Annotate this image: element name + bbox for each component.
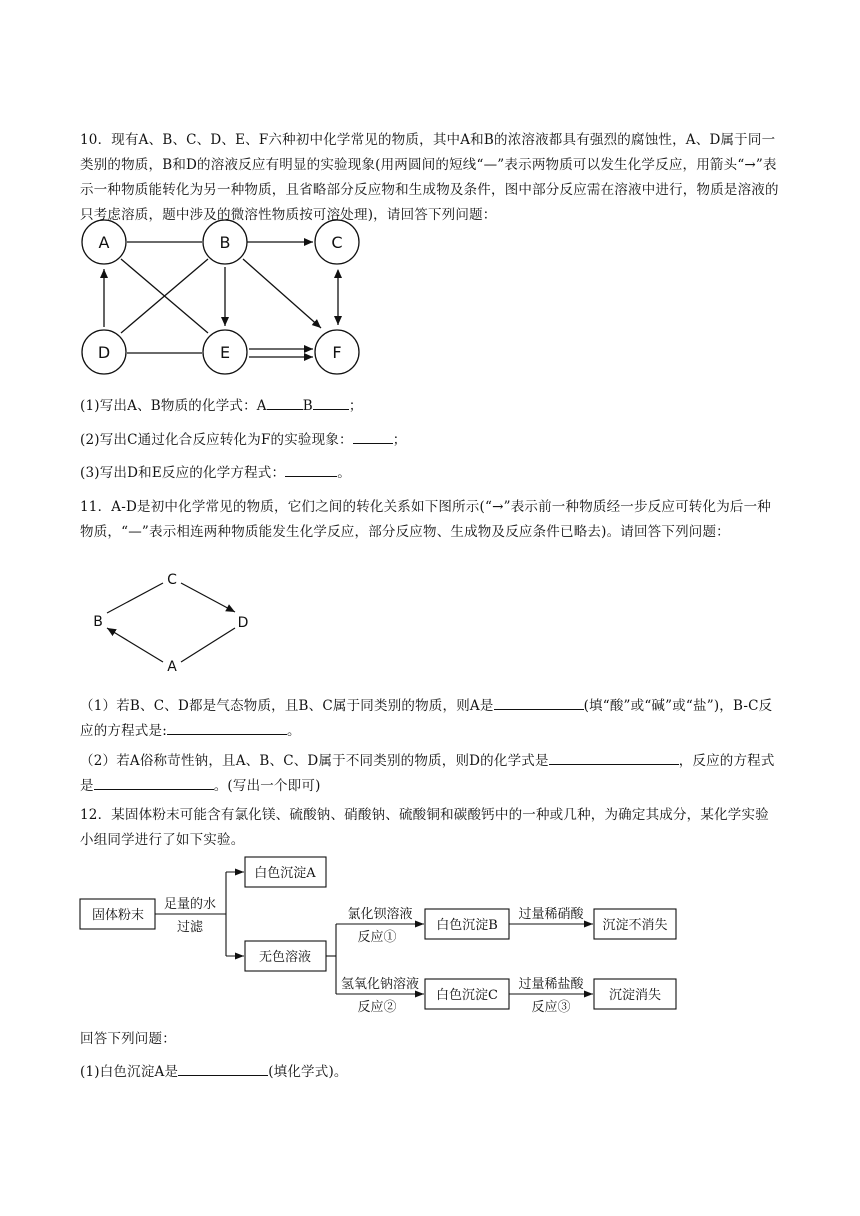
flow-solution: 无色溶液 [258,950,312,965]
q10-diagram [75,215,375,385]
q10-stem: 10．现有A、B、C、D、E、F六种初中化学常见的物质，其中A和B的浓溶液都具有强烈的腐蚀性，A、D属于同一类别的物质，B和D的溶液反应有明显的实验现象(用两圆间的短线“—”表示两物质可以发生化学反应，用箭头“→”表示一种物质能转化为另一种物质，且省略部分反应物和生成物及条件，图中部分反应需在溶液中进行，物质是溶液的只考虑溶质，题中涉及的微溶性物质按可溶处理)，请回答下列问题： [80,132,779,223]
q12-flowchart [78,853,678,1013]
node-f: F [332,343,342,362]
flow-bacl2-label: 氯化钡溶液 [347,907,413,922]
answer-blank[interactable] [267,395,303,410]
answer-blank[interactable] [167,720,287,735]
answer-blank[interactable] [94,775,214,790]
flow-ppt-b: 白色沉淀B [436,918,498,933]
flow-start: 固体粉末 [91,908,145,923]
node-d: D [237,615,249,631]
q11-diagram [85,570,260,680]
node-a: A [98,233,110,252]
flow-result-b: 沉淀不消失 [602,918,668,933]
node-b: B [93,614,103,630]
flow-reaction2: 反应② [357,1000,397,1013]
answer-blank[interactable] [494,695,584,710]
node-b: B [219,233,231,252]
answer-blank[interactable] [549,750,679,765]
q10-sub1: (1)写出A、B物质的化学式：A B ； [80,394,780,419]
answer-blank[interactable] [353,429,393,444]
flow-water-label: 足量的水 [163,897,217,912]
q10-sub3: (3)写出D和E反应的化学方程式： 。 [80,461,780,486]
q12-stem: 12．某固体粉末可能含有氯化镁、硫酸钠、硝酸钠、硫酸铜和碳酸钙中的一种或几种，为确定其成分，某化学实验小组同学进行了如下实验。 [80,807,769,848]
flow-filter-label: 过滤 [176,920,204,935]
flow-naoh-label: 氢氧化钠溶液 [340,977,420,992]
answer-blank[interactable] [313,395,349,410]
flow-ppt-c: 白色沉淀C [436,988,498,1003]
flow-reaction1: 反应① [357,930,397,945]
flow-ppt-a: 白色沉淀A [254,866,316,881]
q12-sub1: (1)白色沉淀A是 (填化学式)。 [80,1060,780,1085]
q11-sub2: （2）若A俗称苛性钠，且A、B、C、D属于不同类别的物质，则D的化学式是 ，反应的方程式是 。(写出一个即可) [80,749,780,799]
flow-hno3-label: 过量稀硝酸 [518,907,584,922]
q11-stem: 11．A-D是初中化学常见的物质，它们之间的转化关系如下图所示(“→”表示前一种物质经一步反应可转化为后一种物质，“—”表示相连两种物质能发生化学反应，部分反应物、生成物及反应条件已略去)。请回答下列问题： [80,499,771,540]
answer-blank[interactable] [178,1061,268,1076]
node-c: C [331,233,343,252]
node-a: A [167,659,177,675]
q10-sub2: (2)写出C通过化合反应转化为F的实验现象： ； [80,428,780,453]
flow-hcl-label: 过量稀盐酸 [518,977,584,992]
flow-result-c: 沉淀消失 [608,988,662,1003]
node-e: E [219,343,231,362]
answer-blank[interactable] [285,462,337,477]
q11-sub1: （1）若B、C、D都是气态物质，且B、C属于同类别的物质，则A是 (填“酸”或“碱”或“盐”)，B-C反应的方程式是: 。 [80,694,780,744]
flow-reaction3: 反应③ [531,1000,571,1013]
node-d: D [97,343,111,362]
node-c: C [167,572,177,588]
q12-answer-prompt: 回答下列问题： [80,1031,176,1047]
